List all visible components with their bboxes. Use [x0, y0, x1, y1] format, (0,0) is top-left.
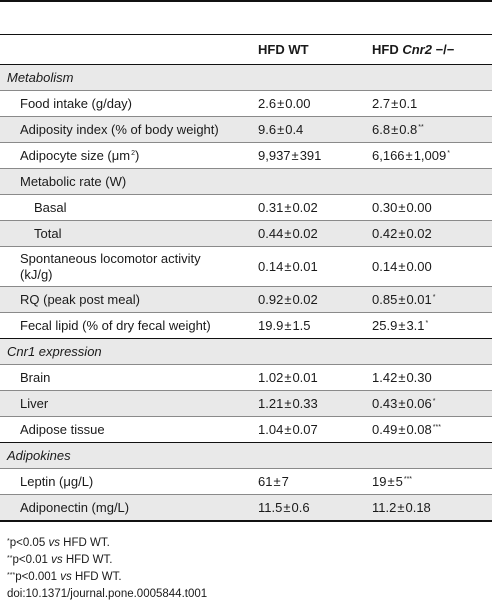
ko-value: 0.42±0.02 [364, 221, 492, 247]
wt-value: 0.44±0.02 [250, 221, 364, 247]
table-row-adipocyte-size [0, 143, 492, 169]
section-adipokines [0, 443, 492, 469]
row-label: Brain [0, 365, 250, 391]
footnote-p0001: ***p<0.001 vs HFD WT. [7, 571, 122, 583]
ko-value: 2.7±0.1 [364, 91, 492, 117]
row-label: Food intake (g/day) [0, 91, 250, 117]
table-row-rq [0, 287, 492, 313]
section-cnr1-expression [0, 339, 492, 365]
row-label: Leptin (μg/L) [0, 469, 250, 495]
row-label: Adipocyte size $(\mu m^2)$ [0, 143, 250, 169]
row-label: RQ (peak post meal) [0, 287, 250, 313]
row-label: Adiponectin (mg/L) [0, 495, 250, 522]
row-label: Metabolic rate (W) [0, 169, 250, 195]
footnote-p005: *p<0.05 vs HFD WT. [7, 537, 110, 549]
ko-value: 0.14±0.00 [364, 247, 492, 287]
table-row-metabolic-rate [0, 169, 492, 195]
section-title: Cnr1 expression [0, 339, 492, 365]
table-row-fecal-lipid [0, 313, 492, 339]
ko-value: 0.30±0.00 [364, 195, 492, 221]
wt-value: 1.04±0.07 [250, 417, 364, 443]
header-col1 [0, 35, 250, 65]
row-label: Adiposity index (% of body weight) [0, 117, 250, 143]
ko-value: 25.9±3.1* [364, 313, 492, 339]
row-label: Adipose tissue [0, 417, 250, 443]
table-row-locomotor [0, 247, 492, 287]
wt-value: 11.5±0.6 [250, 495, 364, 522]
ko-value: 0.49±0.08*** [364, 417, 492, 443]
table-header-row [0, 35, 492, 65]
wt-value: 19.9±1.5 [250, 313, 364, 339]
ko-value: 19±5*** [364, 469, 492, 495]
wt-value: 0.92±0.02 [250, 287, 364, 313]
wt-value: 61±7 [250, 469, 364, 495]
row-label: Liver [0, 391, 250, 417]
ko-value: 6.8±0.8** [364, 117, 492, 143]
table-row-basal [0, 195, 492, 221]
section-title: Adipokines [0, 443, 492, 469]
wt-value: 1.02±0.01 [250, 365, 364, 391]
table-row-food-intake [0, 91, 492, 117]
row-label: Spontaneous locomotor activity (kJ/g) [0, 247, 250, 287]
row-label: Basal [0, 195, 250, 221]
header-col2: HFD WT [250, 35, 364, 65]
wt-value: 0.31±0.02 [250, 195, 364, 221]
table-row-leptin [0, 469, 492, 495]
wt-value: 0.14±0.01 [250, 247, 364, 287]
table-row-total [0, 221, 492, 247]
table-row-adipose-tissue [0, 417, 492, 443]
wt-value: 9,937±391 [250, 143, 364, 169]
row-label: Total [0, 221, 250, 247]
ko-value: 6,166±1,009* [364, 143, 492, 169]
table-footnotes [7, 535, 207, 603]
table-row-adiposity [0, 117, 492, 143]
table-row-liver [0, 391, 492, 417]
section-metabolism [0, 65, 492, 91]
table-row-brain [0, 365, 492, 391]
wt-value: 2.6±0.00 [250, 91, 364, 117]
section-title: Metabolism [0, 65, 492, 91]
ko-value: 1.42±0.30 [364, 365, 492, 391]
ko-value: 11.2±0.18 [364, 495, 492, 522]
wt-value: 1.21±0.33 [250, 391, 364, 417]
doi-link[interactable]: doi:10.1371/journal.pone.0005844.t001 [7, 588, 208, 600]
row-label: Fecal lipid (% of dry fecal weight) [0, 313, 250, 339]
footnote-p001: **p<0.01 vs HFD WT. [7, 554, 113, 566]
table-row-adiponectin [0, 495, 492, 522]
header-col3: HFD Cnr2 −/− [364, 35, 492, 65]
ko-value: 0.43±0.06* [364, 391, 492, 417]
ko-value: 0.85±0.01* [364, 287, 492, 313]
table-top-rule [0, 1, 492, 35]
wt-value: 9.6±0.4 [250, 117, 364, 143]
